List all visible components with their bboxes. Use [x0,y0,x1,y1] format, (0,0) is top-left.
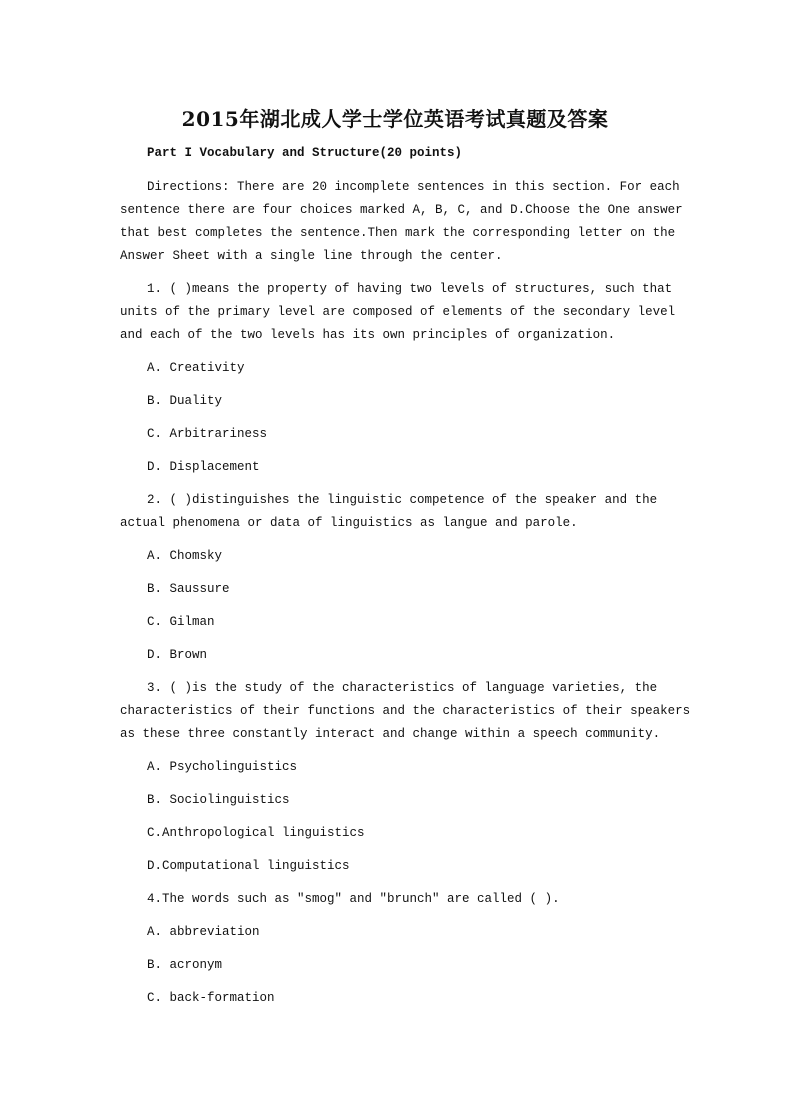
question-3-option-c: C.Anthropological linguistics [147,826,365,840]
directions-line: Answer Sheet with a single line through the center. [120,249,503,263]
question-2-option-c: C. Gilman [147,615,215,629]
document-title: 2015年湖北成人学士学位英语考试真题及答案 [181,107,609,131]
question-line: characteristics of their functions and the characteristics of their speakers [120,704,691,718]
question-1-stem [120,278,676,347]
question-4-option-b: B. acronym [147,958,223,972]
question-2-option-b: B. Saussure [147,582,230,596]
question-line: 1. ( )means the property of having two levels of structures, such that [147,282,673,296]
question-3-stem [120,677,691,746]
question-4-option-c: C. back-formation [147,991,275,1005]
question-line: 3. ( )is the study of the characteristics of language varieties, the [147,681,658,695]
directions-line: that best completes the sentence.Then mark the corresponding letter on the [120,226,676,240]
question-1-option-a: A. Creativity [147,361,245,375]
question-1-option-c: C. Arbitrariness [147,427,268,441]
directions-line: Directions: There are 20 incomplete sentences in this section. For each [147,180,680,194]
question-1-option-b: B. Duality [147,394,223,408]
question-1-option-d: D. Displacement [147,460,260,474]
directions-paragraph [120,176,683,268]
question-2-option-d: D. Brown [147,648,208,662]
question-4-option-a: A. abbreviation [147,925,260,939]
question-2-stem [120,489,658,535]
question-line: as these three constantly interact and change within a speech community. [120,727,661,741]
question-line: units of the primary level are composed of elements of the secondary level [120,305,676,319]
question-line: 4.The words such as ″smog″ and ″brunch″ are called ( ). [147,892,560,906]
question-line: 2. ( )distinguishes the linguistic competence of the speaker and the [147,493,658,507]
question-3-option-d: D.Computational linguistics [147,859,350,873]
section-heading: Part I Vocabulary and Structure(20 points) [147,146,463,160]
question-line: and each of the two levels has its own principles of organization. [120,328,616,342]
directions-line: sentence there are four choices marked A, B, C, and D.Choose the One answer [120,203,683,217]
question-3-option-b: B. Sociolinguistics [147,793,290,807]
question-4-stem [120,888,655,911]
question-line: actual phenomena or data of linguistics as langue and parole. [120,516,578,530]
question-2-option-a: A. Chomsky [147,549,223,563]
question-3-option-a: A. Psycholinguistics [147,760,298,774]
